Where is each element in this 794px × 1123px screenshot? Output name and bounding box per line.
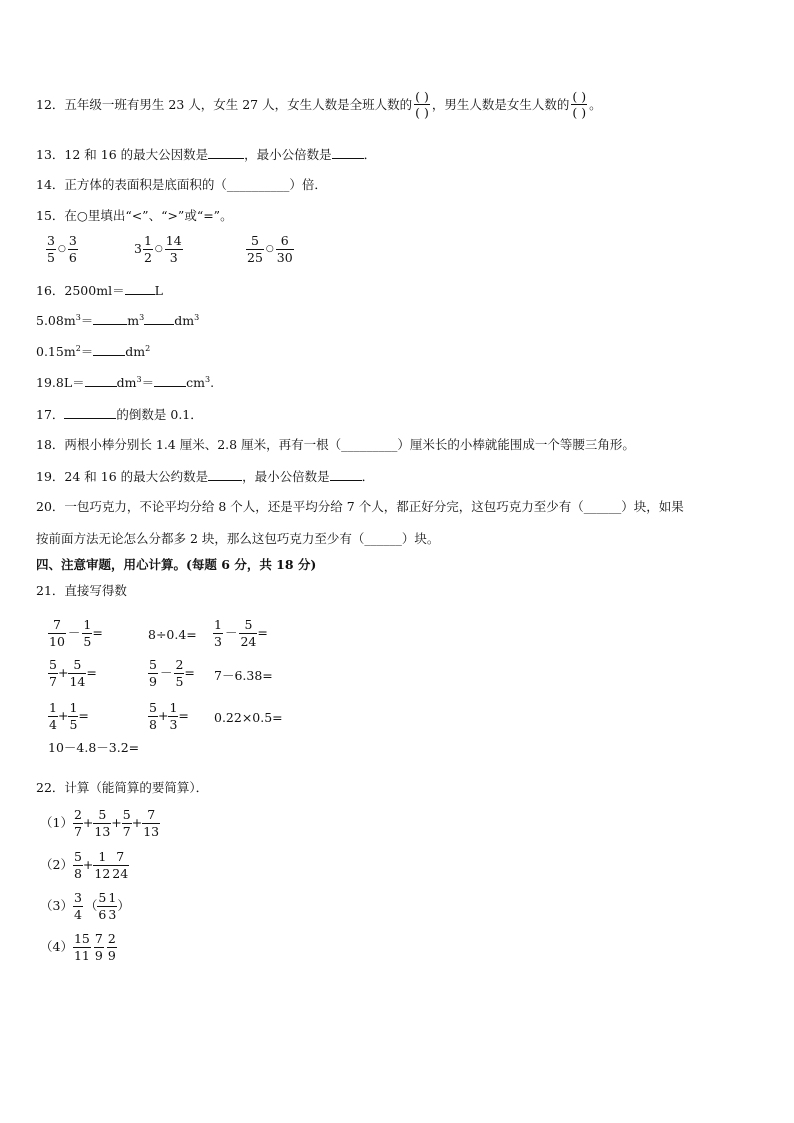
q13-blank-2[interactable] <box>332 148 364 159</box>
q21-r1c3: $\frac{1}{3}$ － $\frac{5}{24}$ = <box>214 617 268 649</box>
q16-line-4: $19.8L= dm^3= cm^3$. <box>36 375 215 391</box>
q12-text-3: 。 <box>589 96 602 112</box>
q13-blank-1[interactable] <box>208 148 244 159</box>
q21-r2c1: $\frac{5}{7}$ + $\frac{5}{14}$ = <box>49 657 97 689</box>
q12-text-2: ，男生人数是女生人数的 <box>431 96 570 112</box>
q21-title: 21．直接写得数 <box>36 583 127 598</box>
q21-r3c3: 0.22×0.5= <box>214 710 283 725</box>
q20-line-1: 20．一包巧克力，不论平均分给 8 个人，还是平均分给 7 个人，都正好分完，这包巧克力至少有（______）块，如果 <box>36 499 684 514</box>
q15-item-1: $\frac{3}{5}$ ○ $\frac{3}{6}$ <box>47 233 77 265</box>
q16-blank-1[interactable] <box>125 284 155 295</box>
q16-line-3: $0.15m^2= dm^2$ <box>36 344 151 360</box>
q15-item-3: $\frac{5}{25}$ ○ $\frac{6}{30}$ <box>247 233 293 265</box>
q22-part-4: （4） $\frac{15}{11}$ $\frac{7}{9}$ $\frac{2}{9}$ <box>40 931 116 963</box>
q12-blank-fraction-1[interactable]: $\frac{( )}{( )}$ <box>415 88 429 120</box>
q20-line-2: 按前面方法无论怎么分都多 2 块，那么这包巧克力至少有（______）块。 <box>36 531 440 546</box>
q21-r3c2: $\frac{5}{8}$ + $\frac{1}{3}$ = <box>149 700 189 732</box>
section-4-heading: 四、注意审题，用心计算。(每题 6 分，共 18 分) <box>36 557 317 572</box>
q16-blank-4[interactable] <box>93 345 125 356</box>
compare-circle[interactable]: ○ <box>265 244 274 254</box>
q19-blank-2[interactable] <box>330 470 362 481</box>
q13-text-pre: 13．12 和 16 的最大公因数是 <box>36 147 209 162</box>
q18-line: 18．两根小棒分别长 1.4 厘米、2.8 厘米，再有一根（_________）厘米长的小棒就能围成一个等腰三角形。 <box>36 437 635 452</box>
q13-text-mid: ，最小公倍数是 <box>244 147 332 162</box>
q16-blank-3[interactable] <box>144 314 174 325</box>
q19-line: 19．24 和 16 的最大公约数是 ，最小公倍数是 ． <box>36 469 375 484</box>
q14-line: 14．正方体的表面积是底面积的（__________）倍． <box>36 177 327 192</box>
q16-blank-5[interactable] <box>85 376 117 387</box>
q21-r1c2: 8÷0.4= <box>148 627 197 642</box>
q22-title: 22．计算（能简算的要简算）． <box>36 780 209 795</box>
q21-r3c1: $\frac{1}{4}$ + $\frac{1}{5}$ = <box>49 700 89 732</box>
q16-blank-6[interactable] <box>154 376 186 387</box>
q13-line <box>36 148 376 162</box>
q16-line-1: 16．2500ml＝ L <box>36 283 163 298</box>
q15-item-2: 3 $\frac{1}{2}$ ○ $\frac{14}{3}$ <box>134 233 182 265</box>
q22-part-2: （2） $\frac{5}{8}$ + $\frac{1}{12}$ $\frac{7}{24}$ <box>40 849 129 881</box>
q22-part-1: （1） $\frac{2}{7}$ + $\frac{5}{13}$ + $\frac{5}{7}$ + $\frac{7}{13}$ <box>40 807 160 839</box>
q21-r2c2: $\frac{5}{9}$ － $\frac{2}{5}$ = <box>149 657 195 689</box>
q12-text-1: 12．五年级一班有男生 23 人，女生 27 人，女生人数是全班人数的 <box>36 96 413 112</box>
q17-blank[interactable] <box>64 408 116 419</box>
q15-title: 15．在○里填出“<”、“>”或“=”。 <box>36 208 233 223</box>
q12-line <box>36 85 602 125</box>
q19-blank-1[interactable] <box>208 470 242 481</box>
q13-text-post: ． <box>363 147 377 162</box>
q17-line: 17． 的倒数是 0.1． <box>36 407 203 422</box>
q16-blank-2[interactable] <box>93 314 127 325</box>
compare-circle[interactable]: ○ <box>57 244 66 254</box>
q12-blank-fraction-2[interactable]: $\frac{( )}{( )}$ <box>572 88 587 120</box>
q22-part-3: （3） $\frac{3}{4}$ （ $\frac{5}{6}$ $\frac{1}{3}$ ） <box>40 890 130 922</box>
compare-circle[interactable]: ○ <box>154 244 163 254</box>
q21-r1c1: $\frac{7}{10}$ － $\frac{1}{5}$ = <box>49 617 103 649</box>
q16-line-2: $5.08m^3= m^3$ $dm^3$ <box>36 313 200 329</box>
q21-r2c3: 7－6.38= <box>214 668 273 683</box>
q21-r4c1: 10－4.8－3.2= <box>48 740 140 755</box>
